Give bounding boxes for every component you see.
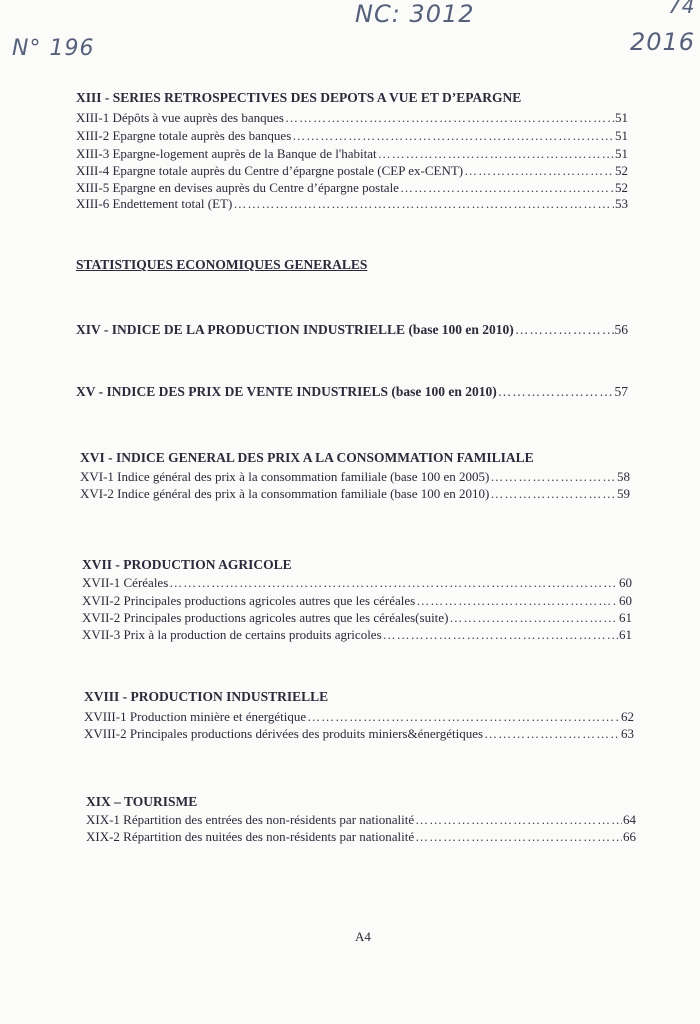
leader-dots [464,163,614,179]
toc-entry-page: 56 [614,322,628,337]
section-title-xvii: XVII - PRODUCTION AGRICOLE [82,557,292,572]
toc-entry-label: XIII-6 Endettement total (ET) [76,196,233,211]
heading-statistiques-economiques: STATISTIQUES ECONOMIQUES GENERALES [76,257,368,272]
handwritten-corner-number: 74 [668,0,696,18]
toc-entry [84,726,634,742]
toc-entry-label: XIX-2 Répartition des nuitées des non-résidents par nationalité [86,829,415,844]
toc-entry-label: XIV - INDICE DE LA PRODUCTION INDUSTRIELLE (base 100 en 2010) [76,322,514,337]
leader-dots [292,128,614,144]
leader-dots [490,486,616,502]
toc-entry [86,829,636,845]
leader-dots [378,146,614,162]
leader-dots [233,196,614,212]
toc-entry [76,180,628,196]
toc-entry-label: XIII-2 Epargne totale auprès des banques [76,128,292,143]
toc-entry [76,128,628,144]
toc-entry-label: XVI-1 Indice général des prix à la consommation familiale (base 100 en 2005) [80,469,490,484]
leader-dots [400,180,614,196]
toc-section-xiv [76,322,628,338]
toc-entry-page: 62 [621,709,634,724]
toc-entry-label: XIII-1 Dépôts à vue auprès des banques [76,110,284,125]
toc-entry-page: 63 [621,726,634,741]
toc-entry-page: 53 [615,196,628,211]
toc-entry-page: 61 [619,627,632,642]
toc-entry-label: XVII-1 Céréales [82,575,169,590]
handwritten-document-number: N° 196 [12,36,95,61]
handwritten-year: 2016 [630,28,696,56]
toc-entry [86,812,636,828]
leader-dots [515,322,614,338]
toc-entry [76,146,628,162]
toc-entry [82,593,632,609]
leader-dots [383,627,618,643]
toc-entry [76,163,628,179]
toc-entry-label: XVII-2 Principales productions agricoles autres que les céréales(suite) [82,610,449,625]
toc-entry-label: XV - INDICE DES PRIX DE VENTE INDUSTRIELS (base 100 en 2010) [76,384,497,399]
page-number-footer: A4 [355,929,371,944]
leader-dots [415,812,622,828]
toc-entry [82,627,632,643]
toc-entry-page: 51 [615,128,628,143]
section-title-xvi: XVI - INDICE GENERAL DES PRIX A LA CONSOMMATION FAMILIALE [80,450,534,465]
toc-entry-page: 60 [619,593,632,608]
toc-entry-page: 52 [615,163,628,178]
leader-dots [484,726,620,742]
toc-entry-page: 60 [619,575,632,590]
leader-dots [169,575,618,591]
toc-entry-page: 59 [617,486,630,501]
toc-entry [80,486,630,502]
toc-entry-page: 64 [623,812,636,827]
leader-dots [416,593,618,609]
toc-entry [76,110,628,126]
toc-entry-label: XVII-3 Prix à la production de certains produits agricoles [82,627,382,642]
handwritten-nc-reference: NC: 3012 [355,0,475,28]
section-title-xix: XIX – TOURISME [86,794,198,809]
leader-dots [490,469,616,485]
toc-entry-label: XIII-5 Epargne en devises auprès du Centre d’épargne postale [76,180,399,195]
section-title-xiii: XIII - SERIES RETROSPECTIVES DES DEPOTS A VUE ET D’EPARGNE [76,90,522,105]
leader-dots [449,610,618,626]
toc-section-xv [76,384,628,400]
toc-entry-page: 58 [617,469,630,484]
section-title-xviii: XVIII - PRODUCTION INDUSTRIELLE [84,689,329,704]
toc-entry-page: 51 [615,110,628,125]
leader-dots [307,709,620,725]
toc-entry-page: 66 [623,829,636,844]
toc-entry-label: XVI-2 Indice général des prix à la consommation familiale (base 100 en 2010) [80,486,490,501]
toc-entry-label: XVIII-1 Production minière et énergétique [84,709,307,724]
toc-entry-label: XIX-1 Répartition des entrées des non-résidents par nationalité [86,812,415,827]
toc-entry [76,196,628,212]
toc-entry-page: 61 [619,610,632,625]
leader-dots [498,384,614,400]
toc-entry-page: 57 [614,384,628,399]
toc-entry-page: 51 [615,146,628,161]
toc-entry [82,575,632,591]
toc-entry-label: XIII-4 Epargne totale auprès du Centre d’épargne postale (CEP ex-CENT) [76,163,464,178]
toc-entry-label: XIII-3 Epargne-logement auprès de la Banque de l'habitat [76,146,377,161]
toc-entry [80,469,630,485]
leader-dots [285,110,614,126]
toc-entry [82,610,632,626]
toc-entry-label: XVII-2 Principales productions agricoles autres que les céréales [82,593,416,608]
leader-dots [415,829,622,845]
toc-entry-page: 52 [615,180,628,195]
toc-entry-label: XVIII-2 Principales productions dérivées des produits miniers&énergétiques [84,726,484,741]
toc-entry [84,709,634,725]
